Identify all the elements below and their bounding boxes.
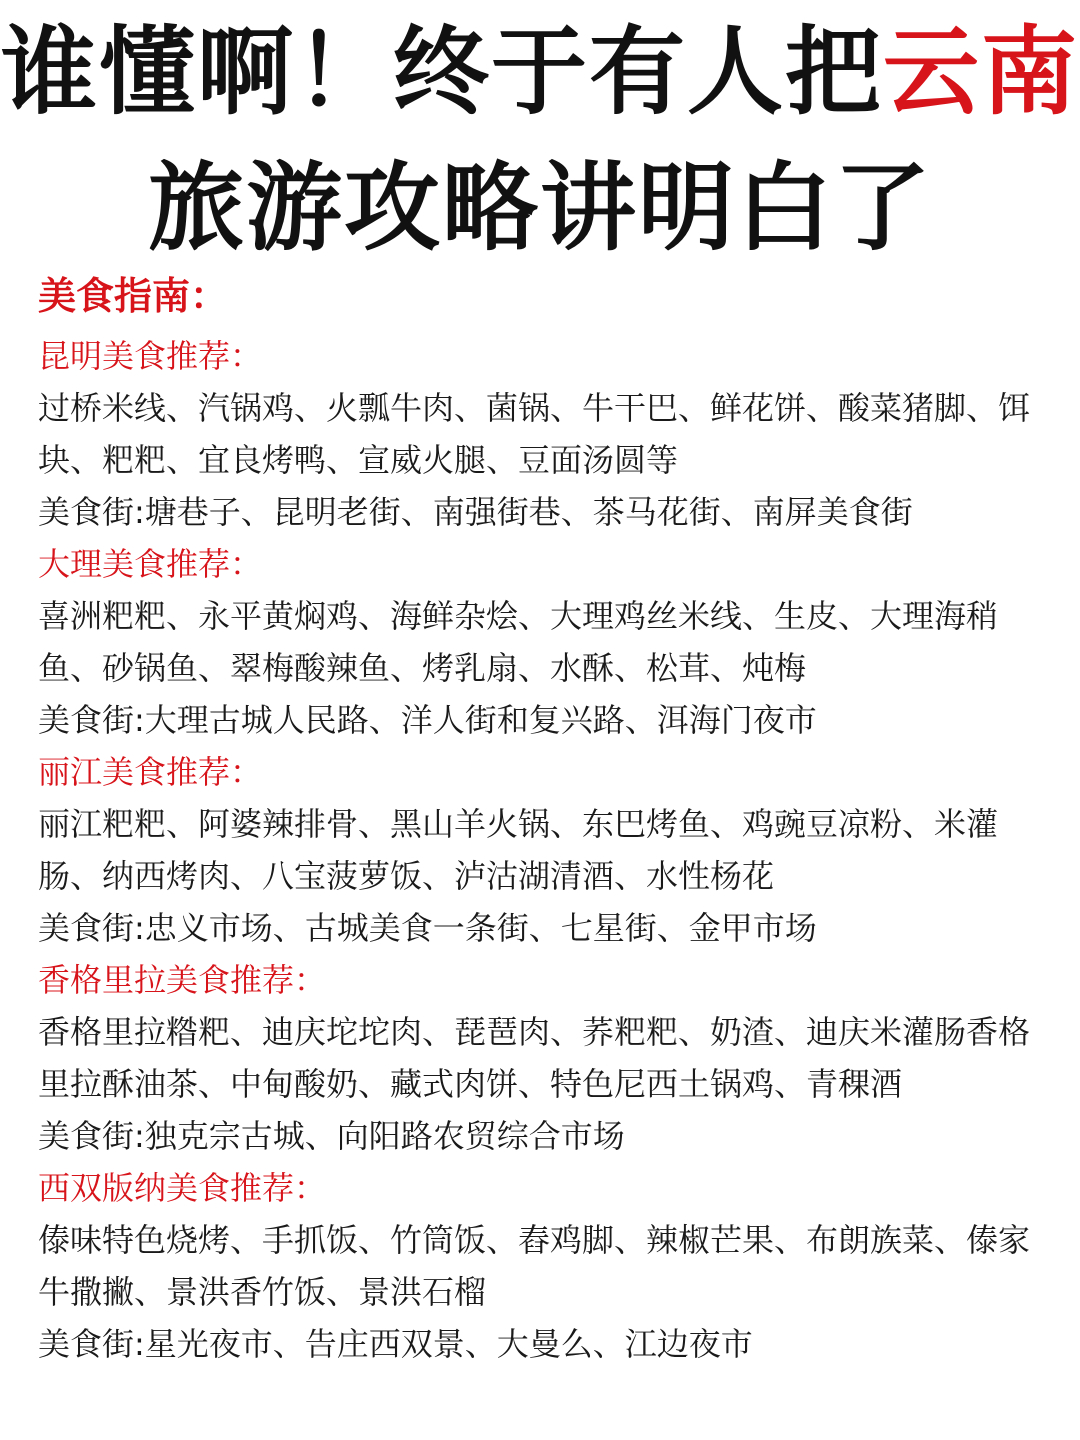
city-dishes: 过桥米线、汽锅鸡、火瓢牛肉、菌锅、牛干巴、鲜花饼、酸菜猪脚、饵块、粑粑、宜良烤鸭、宣威火腿、豆面汤圆等 — [38, 389, 1031, 479]
title-prefix: 谁懂啊！终于有人把 — [1, 16, 883, 128]
page-title-line-2: 旅游攻略讲明白了 — [148, 152, 932, 264]
food-guide-content — [38, 330, 1038, 1370]
city-title: 香格里拉美食推荐： — [38, 961, 327, 999]
city-dishes: 香格里拉糌粑、迪庆坨坨肉、琵琶肉、荞粑粑、奶渣、迪庆米灌肠香格里拉酥油茶、中甸酸奶、藏式肉饼、特色尼西土锅鸡、青稞酒 — [38, 1013, 1031, 1103]
title-accent-yunnan: 云南 — [883, 16, 1079, 128]
city-block-xishuangbanna — [38, 1162, 1038, 1370]
city-dishes: 丽江粑粑、阿婆辣排骨、黑山羊火锅、东巴烤鱼、鸡豌豆凉粉、米灌肠、纳西烤肉、八宝菠萝饭、泸沽湖清酒、水性杨花 — [38, 805, 999, 895]
city-dishes: 喜洲粑粑、永平黄焖鸡、海鲜杂烩、大理鸡丝米线、生皮、大理海稍鱼、砂锅鱼、翠梅酸辣鱼、烤乳扇、水酥、松茸、炖梅 — [38, 597, 999, 687]
city-food-streets: 美食街:星光夜市、告庄西双景、大曼么、江边夜市 — [38, 1325, 753, 1363]
city-food-streets: 美食街:忠义市场、古城美食一条街、七星街、金甲市场 — [38, 909, 817, 947]
city-block-lijiang — [38, 746, 1038, 954]
city-food-streets: 美食街:塘巷子、昆明老街、南强街巷、茶马花街、南屏美食街 — [38, 493, 913, 531]
city-block-dali — [38, 538, 1038, 746]
city-block-shangri-la — [38, 954, 1038, 1162]
city-food-streets: 美食街:大理古城人民路、洋人街和复兴路、洱海门夜市 — [38, 701, 817, 739]
city-title: 昆明美食推荐： — [38, 337, 263, 375]
city-title: 大理美食推荐： — [38, 545, 263, 583]
city-block-kunming — [38, 330, 1038, 538]
city-title: 西双版纳美食推荐： — [38, 1169, 327, 1207]
city-dishes: 傣味特色烧烤、手抓饭、竹筒饭、舂鸡脚、辣椒芒果、布朗族菜、傣家牛撒撇、景洪香竹饭、景洪石榴 — [38, 1221, 1031, 1311]
city-food-streets: 美食街:独克宗古城、向阳路农贸综合市场 — [38, 1117, 625, 1155]
food-guide-heading: 美食指南： — [38, 274, 229, 318]
city-title: 丽江美食推荐： — [38, 753, 263, 791]
page-title-line-1 — [0, 12, 1080, 132]
